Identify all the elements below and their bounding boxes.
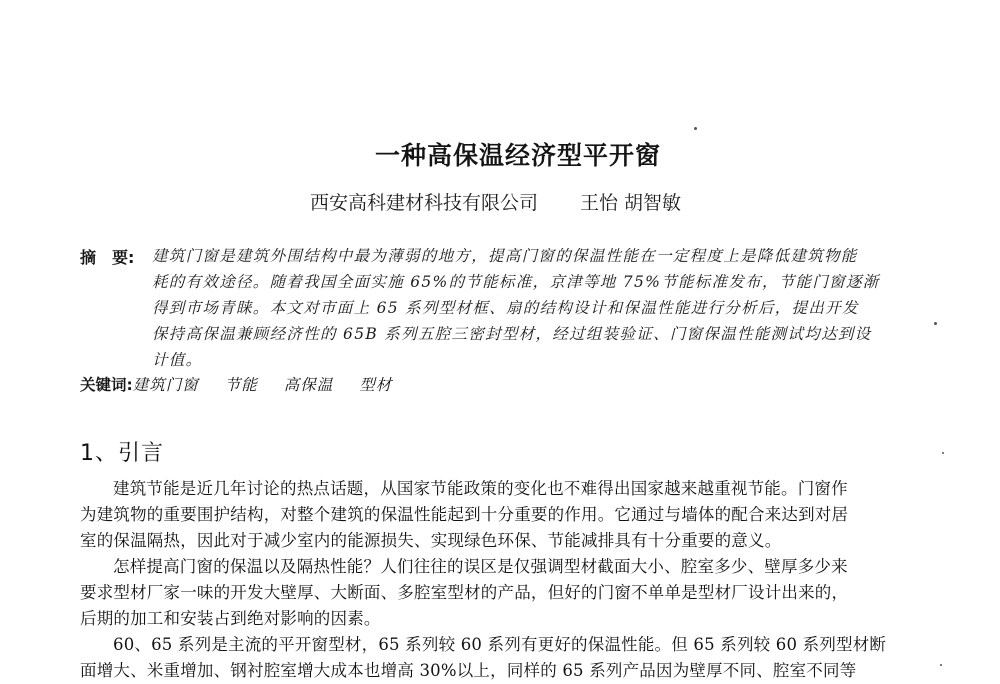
author-line: [310, 188, 681, 215]
keyword: 高保温: [283, 376, 334, 394]
body-line: 怎样提高门窗的保温以及隔热性能？人们往往的误区是仅强调型材截面大小、腔室多少、壁厚多少来: [113, 557, 848, 576]
abstract-label: 摘 要:: [80, 248, 135, 267]
abstract-line: 得到市场青睐。本文对市面上 65 系列型材框、扇的结构设计和保温性能进行分析后，提出开发: [152, 299, 859, 317]
paper-title: 一种高保温经济型平开窗: [374, 141, 661, 170]
keywords-line: [80, 373, 418, 397]
section-heading: 1、引言: [80, 441, 164, 466]
body-line: 为建筑物的重要围护结构，对整个建筑的保温性能起到十分重要的作用。它通过与墙体的配合来达到对居: [80, 505, 849, 524]
abstract-body: [152, 243, 912, 373]
abstract-line: 计值。: [152, 351, 203, 369]
scan-speck: [942, 452, 944, 454]
abstract-line: 耗的有效途径。随着我国全面实施 65%的节能标准，京津等地 75%节能标准发布，节能门窗逐渐: [152, 273, 880, 291]
body-line: 60、65 系列是主流的平开窗型材，65 系列较 60 系列有更好的保温性能。但 65 系列较 60 系列型材断: [113, 635, 887, 654]
scan-speck: [940, 664, 942, 666]
scan-speck: [694, 127, 697, 130]
body-line: 后期的加工和安装占到绝对影响的因素。: [80, 609, 381, 628]
keyword: 节能: [224, 376, 258, 394]
keywords-label: 关键词:: [80, 376, 133, 394]
keyword: 型材: [359, 376, 393, 394]
body-line: 要求型材厂家一味的开发大壁厚、大断面、多腔室型材的产品，但好的门窗不单单是型材厂设计出来的，: [80, 583, 849, 602]
abstract-line: 保持高保温兼顾经济性的 65B 系列五腔三密封型材，经过组装验证、门窗保温性能测试均达到设: [152, 325, 872, 343]
author-names: 王怡 胡智敏: [580, 192, 682, 214]
section-body: [80, 476, 920, 684]
body-line: 建筑节能是近几年讨论的热点话题，从国家节能政策的变化也不难得出国家越来越重视节能。门窗作: [113, 479, 848, 498]
body-line: 室的保温隔热，因此对于减少室内的能源损失、实现绿色环保、节能减排具有十分重要的意义。: [80, 531, 782, 550]
scan-speck: [934, 322, 937, 325]
keyword: 建筑门窗: [132, 376, 199, 394]
body-line: 面增大、米重增加、钢衬腔室增大成本也增高 30%以上，同样的 65 系列产品因为壁厚不同、腔室不同等: [80, 661, 857, 680]
abstract-line: 建筑门窗是建筑外围结构中最为薄弱的地方，提高门窗的保温性能在一定程度上是降低建筑物能: [152, 247, 858, 265]
author-affiliation: 西安高科建材科技有限公司: [310, 192, 539, 214]
